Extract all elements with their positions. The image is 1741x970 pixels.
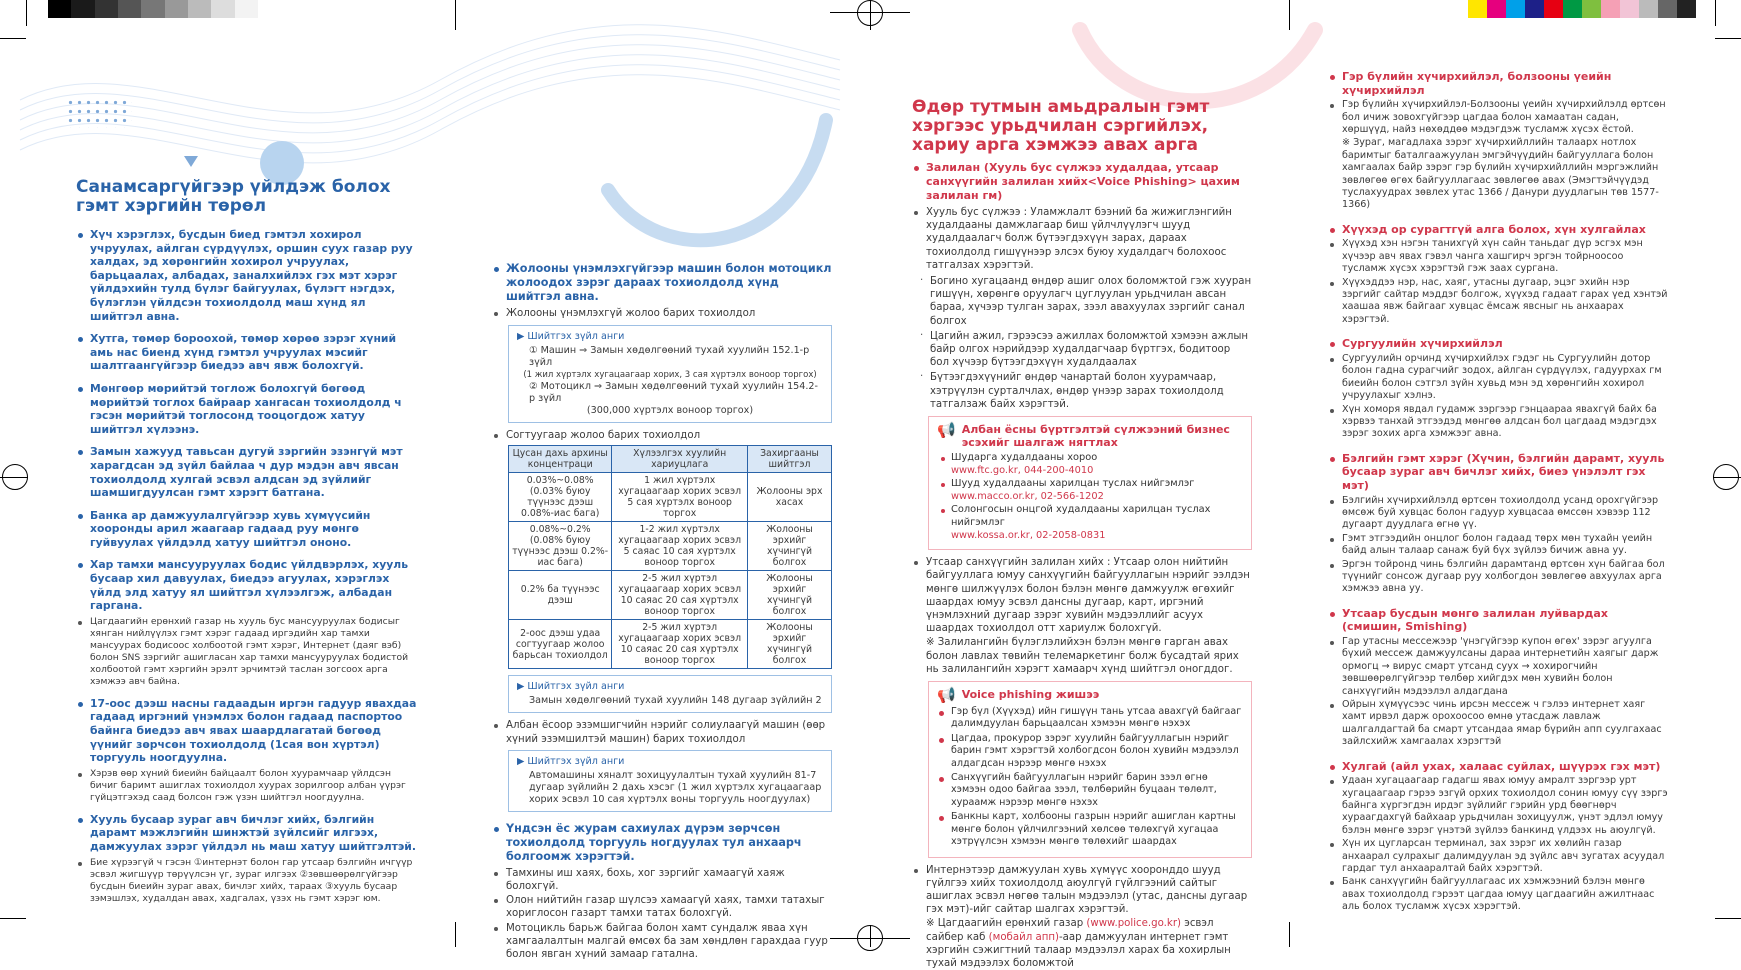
offense-detail: Бие хүрээгүй ч гэсэн ①интернэт болон гар утсаар бэлгийн ичгүүр эсвэл жигшүүр төрүүлсэн үг, зураг илгээх ②зөвшөөрөлгүйгээр бусдын биеийн зураг авах, бичлэг хийх, тараах ③хууль бусаар зэмэшлэх, худалдан авах, хадгалах, үзэх нь гэмт хэрэг юм.: [76, 857, 419, 905]
crop-mark: [1289, 922, 1290, 947]
example-item: Санхүүгийн байгууллагын нэрийг барин зээл өгнө хэмээн одоо байгаа зээл, төлбөрийн буцаан төлөлт, хураамж нэрээр мөнгө нэхэх: [937, 772, 1243, 809]
offense-detail: Хэрэв өөр хүний биеийн байцаалт болон хуурамчаар үйлдсэн бичиг баримт ашиглах тохиолдол хуурах зорилгоор албан үүрэг гүйцэтгэхэд саад болсон гэж үзэн шийтгэл ноогдуулна.: [76, 768, 419, 804]
box-line: ② Мотоцикл ⇒ Замын хөдөлгөөний тухай хуулийн 154.2-р зүйл: [529, 381, 818, 405]
agency-item: [937, 452, 1243, 477]
list-item: Хүүхэддээ нэр, нас, хаяг, утасны дугаар, эцэг эхийн нэр зэргийг сайтар мэддэг болгож, хүүхэд гадаат гарах үед хэнтэй хаашаа явж байгааг хувцас ёмсаж явсныг нь анхаарах хэрэгтэй.: [1328, 277, 1668, 327]
section-heading: Хүүхэд ор сурагтгүй алга болох, хүн хулгайлах: [1328, 223, 1668, 237]
list-item: · Цагийн ажил, гэрээсээ ажиллах боломжтой хэмээн ажлын байр олгох нэрийдээр худалдагчаар бүртгэх, бодитоор бол хүчээр бүтээгдэхүүн худалдаалах: [918, 330, 1252, 370]
decorative-arc: [598, 80, 838, 250]
offense-item: Хүч хэрэглэх, бусдын биед гэмтэл хохирол учруулах, айлган сүрдүүлэх, оршин суух газар руу халдах, эд хөрөнгийн хохирол учруулах, барьцаалах, албадах, заналхийлэх гэх мэт хэрэг үйлдэхийн тулд бүлэг байгуулах, бүлэгт нэгдэх, бүлэглэн үйлдсэн тохиолдолд маш хүнд ял шийтгэл авна.: [76, 228, 419, 323]
table-cell: 2-оос дээш удаа согтуугаар жолоо барьсан тохиолдол: [509, 620, 612, 669]
table-cell: Жолооны эрхийг хүчингүй болгох: [748, 620, 832, 669]
info-box: [928, 416, 1252, 550]
offense-item: Хар тамхи мансууруулах бодис үйлдвэрлэх, хууль бусаар хил давуулах, биедээ агуулах, хэрэглэх үйлд элд хатуу ял шийтгэл хүлээлгэж, албадан гаргана.: [76, 558, 419, 612]
offense-item: Замын хажууд тавьсан дугуй зэргийн эзэнгүй мэт харагдсан эд зүйл байлаа ч дур мэдэн авч явсан тохиолдолд хулгай эсвэл алдсан эд зүйлийг шамшигдуулсан гэмт хэрэгт батгана.: [76, 445, 419, 499]
offense-item: Хууль бусаар зураг авч бичлэг хийх, бэлгийн дарамт мэжлэгийн шинжтэй зүйлсийг илгээх, дамжуулах зэрэг үйлдэл нь маш хатуу шийтгэлтэй.: [76, 813, 419, 854]
box-title: ▶ Шийтгэх зүйл анги: [517, 681, 625, 693]
table-row: [509, 473, 832, 522]
list-item: Албан ёсоор эзэмшигчийн нэрийг солиулаагүй машин (өөр хүний эзэмшилтэй машин) барих тохиолдол: [492, 719, 832, 745]
box-line: Автомашины хяналт зохицуулалтын тухай хуулийн 81-7 дугаар зүйлийн 2 дахь хэсэг (1 жил хүртэлх хугацаагаар хорих эсвэл 10 сая хүртэлх воны торгууль ноогдуулах): [529, 769, 822, 805]
offense-list: [76, 228, 419, 905]
offense-item: 17-оос дээш насны гадаадын иргэн гадуур явахдаа гадаад иргэний үнэмлэх болон гадаад паспортоо байнга биедээ авч явах шаардлагатай бөгөөд үүнийг зөрчсөн тохиолдолд (1сая вон хүртэл) торгууль ноогдуулна.: [76, 697, 419, 765]
note: [912, 917, 1252, 970]
list-item: Утсаар санхүүгийн залилан хийх : Утсаар олон нийтийн байгууллага юмуу санхүүгийн байгууллагын нэрийг ээлдэн мөнгө шилжүүлэх болон бэлэн мөнгө дамжуулж өгөхийг шаардах юмуу эсвэл дансны дугаар, карт, иргэний үнэмлэхний дугаар зэрэг хувийн мэдээллийг асуух шаардах тохиолдол отт хариулж болохгүй.: [912, 556, 1252, 635]
agency-list: [937, 452, 1243, 542]
note: ※ Зураг, магадлаха зэрэг хүчирхийллийн талаарх нотлох баримтыг баталгаажуулан эмгэйчүүдийн байгууллага болон хамгаалах байр зэрэг гэр бүлийн хүчирхийллийн мэргэжлийн зөвлөгөө өгөх байгууллагаас зөвлөгөө авах (Эмэгтэйчүүдэд туслахуудрах зөвлех утас 1366 / Данури дуудлагын төв 1577-1366): [1342, 137, 1659, 211]
table-row: [509, 620, 832, 669]
box-title: Voice phishing жишээ: [961, 688, 1100, 702]
agency-contact[interactable]: www.kossa.or.kr, 02-2058-0831: [951, 529, 1106, 541]
table-header: Хүлээлгэх хуулийн хариуцлага: [612, 446, 748, 473]
agency-item: [937, 478, 1243, 503]
far-right-panel: [1328, 70, 1668, 915]
megaphone-icon: 📢: [937, 421, 956, 440]
box-line: Замын хөдөлгөөний тухай хуулийн 148 дугаар зүйлийн 2: [529, 695, 822, 707]
section-heading: Жолооны үнэмлэхгүйгээр машин болон мотоцикл жолоодох зэрэг дараах тохиолдолд хүнд шийтгэл авна.: [492, 262, 832, 304]
offense-item: Банка ар дамжуулалгүйгээр хувь хүмүүсийн хооронды арил жаагаар гадаад руу мөнгө гуйвуулах үйлдэлд хатуу шийтгэл ононо.: [76, 509, 419, 550]
table-cell: 0.03%~0.08% (0.03% буюу түүнээс дээш 0.08%-иас бага): [509, 473, 612, 522]
list-item: Бэлгийн хүчирхийлэлд өртсөн тохиолдолд усанд орохгүйгээр өмсөж буй хувцас болон гадуур хувцасаа өмссөн хэвээр 112 дугаарт дуудлага өгнө үү.: [1328, 495, 1668, 532]
grayscale-bar: [48, 0, 258, 18]
list-item: Хүүхэд хэн нэгэн танихгүй хүн сайн таньдаг дүр эсгэх мэн хүчээр авч явах гэвэл чанга хашгирч эргэн тойрноосоо тусламж хүсэх хэрэгтэй гэж заах сургана.: [1328, 238, 1668, 275]
list-item: Хүн хоморя явдал гудамж зэргээр гэнцаараа явахгүй байх ба хэрвээ танхай этгээдэд мөнгөө алдсан бол цагдаад мэдэгдэх зэрэг зохих арга хэмжээг авна.: [1328, 404, 1668, 441]
registration-mark: [857, 925, 883, 951]
list-item: Ойрын хүмүүсээс чинь ирсэн мессеж ч гэлээ интернет хаяг хамт ирвэл дарж орохоосоо өмнө утасдаж лавлаж шалгалдагтай ба смарт утсандаа ямар бүрийн апп суулгахаас зайлсхийж хамгаалах хэрэгтэй: [1328, 699, 1668, 749]
decorative-dots: [66, 98, 132, 128]
agency-item: [937, 504, 1243, 542]
bullet-icon: [941, 483, 945, 487]
list-item: Гэмт этгээдийн онцлог болон гадаад төрх мөн тухайн үеийн байд алын талаар санаж буй бүх зүйлээ бичиж авна уу.: [1328, 533, 1668, 558]
list-item: · Богино хугацаанд өндөр ашиг олох боломжтой гэж хууран гишүүн, хөрөнгө оруулагч цуглуулан урьдчилан авсан бараа, хүчээр тулган зарах, зээл авахуулах зэргийг санал болгох: [918, 275, 1252, 328]
page-title: Өдөр тутмын амьдралын гэмт хэргээс урьдчилан сэргийлэх, хариу арга хэмжээ авах арга: [912, 97, 1210, 155]
box-title: ▶ Шийтгэх зүйл анги: [517, 755, 625, 767]
agency-contact[interactable]: www.ftc.go.kr, 044-200-4010: [951, 464, 1094, 476]
section-heading: Үндсэн ёс журам сахиулах дүрэм зөрчсөн тохиолдолд торгууль ногдуулах тул анхаарч болгоомж хэрэгтэй.: [492, 822, 832, 864]
list-item: Гар утасны мессежээр 'үнэгүйгээр купон өгөх' зэрэг агуулга бүхий мессеж дамжуулсаны дараа интернетийн хаягыг дарж ормогц → вирус смарт утсанд суух → хохирогчийн зөвшөөрөлгүйгээр төлбөр хийгдэх мөн хувийн болон санхүүгийн мэдээлэл алдагдана: [1328, 636, 1668, 698]
right-panel: [912, 97, 1252, 969]
section-heading: Гэр бүлийн хүчирхийлэл, болзооны үеийн хүчирхийлэл: [1328, 70, 1668, 97]
table-cell: Жолооны эрхийг хүчингүй болгох: [748, 571, 832, 620]
list-item: Олон нийтийн газар шүлсээ хамаагүй хаях, тамхи татахыг хориглосон газарт тамхи татах болохгүй.: [492, 894, 832, 920]
box-line: (300,000 хүртэлх воноор торгох): [586, 405, 754, 417]
agency-name: Шууд худалдааны харилцан туслах нийгэмлэг: [951, 478, 1195, 490]
section-heading: Сургуулийн хүчирхийлэл: [1328, 337, 1668, 351]
list-item: Тамхины иш хаях, бохь, хог зэргийг хамаагүй хаяж болохгүй.: [492, 867, 832, 893]
example-item: Цагдаа, прокурор зэрэг хуулийн байгууллагын нэрийг барин гэмт хэрэгтэй холбогдсон болон хувийн мэдээлэл алдагдсан нэрээр мөнгө нэхэх: [937, 733, 1243, 770]
box-title: ▶ Шийтгэх зүйл анги: [517, 331, 625, 343]
table-cell: 0.2% ба түүнээс дээш: [509, 571, 612, 620]
list-item: Удаан хугацаагаар гадагш явах юмуу амралт зэргээр урт хугацаагаар гэрээ эзгүй орхих тохиолдол сонин юмуу сүү зэргэ байнга хүргэгдэн ирдэг зүйлийг гэрийн урд бөөгнөрч хураагдахгүй байхаар урьдчилан зохицуулж, үнэт эдлэл юмуу бэлэн мөнгө зэрэг үнэтэй зүйлээ банкинд үлдээх нь аюулгүй.: [1328, 775, 1668, 837]
note: ※ Залилангийн бүлэглэлийхэн бэлэн мөнгө гарган авах болон лавлах төвийн телемаркетинг болж бусадтай ярих нь залилангийн хэрэгт хамаарч хүнд шийтгэл оногддог.: [926, 637, 1239, 675]
registration-mark: [857, 0, 883, 26]
megaphone-icon: 📢: [937, 686, 956, 705]
list-item: Банк санхүүгийн байгууллагаас их хэмжээний бэлэн мөнгө авах тохиолдолд гэрээт цагдаа юмуу цагдаагийн ажилтнаас аль болох тусламж хүсэх хэрэгтэй.: [1328, 876, 1668, 913]
list-item: Гэр бүлийн хүчирхийлэл-Болзооны үеийн хүчирхийлэлд өртсөн бол ичиж зовохгүйгээр цагдаа болон хамаатан садан, хөршүүд, найз нөхөддөө мэдэгдэж тусламж хүсэх ёстой.: [1328, 99, 1668, 136]
note-text: -аар дамжуулан интернет гэмт хэргийн сэжигтний талаар мэдээлэл харах ба хохирлын тухай мэдээлэх боломжтой: [926, 931, 1231, 969]
offense-item: Хутга, төмөр бороохой, төмөр хөрөө зэрэг хүний амь нас биенд хүнд гэмтэл учруулах мэсийг шалтгаангүйгээр биедээ авч явж болохгүй.: [76, 332, 419, 373]
penalty-box: [508, 325, 832, 423]
list-item: Сургуулийн орчинд хүчирхийлэх гэдэг нь Сургуулийн дотор болон гадна сурагчийг зодох, айлган сүрдүүлэх, гадуурхах гм биеийн болон сэтгэл зүйн хувьд мэн эд хөрөнгийн хохирол учруулахыг хэлнэ.: [1328, 353, 1668, 403]
penalty-table-wrap: [508, 445, 832, 669]
section-heading: Бэлгийн гэмт хэрэг (Хүчин, бэлгийн дарамт, хууль бусаар зураг авч бичлэг хийх, биеэ үнэлэлт гэх мэт): [1328, 452, 1668, 493]
left-panel: [76, 178, 419, 908]
decorative-triangle: [184, 156, 198, 167]
list-item: Хууль бус сүлжээ : Уламжлалт бээний ба жижиглэнгийн худалдааны дамжлагаар биш үйлчлүүлэгч шууд худалдаалагч болж бүтээгдэхүүн зарах, дараах тохиолдолд гишүүнээр элсэх буюу худалдагч болохоос татгалзах хэрэгтэй.: [912, 206, 1252, 272]
list-item: Согтуугаар жолоо барих тохиолдол: [492, 429, 832, 442]
table-cell: 0.08%~0.2% (0.08% буюу түүнээс дээш 0.2%-иас бага): [509, 522, 612, 571]
app-link[interactable]: (мобайл апп): [988, 931, 1059, 943]
example-list: [937, 706, 1243, 848]
penalty-box: [508, 675, 832, 713]
agency-contact[interactable]: www.macco.or.kr, 02-566-1202: [951, 490, 1104, 502]
note-text: ※ Цагдаагийн ерөнхий газар: [926, 918, 1084, 930]
crop-mark: [1715, 0, 1716, 26]
list-item: Жолооны үнэмлэхгүй жолоо барих тохиолдол: [492, 307, 832, 320]
list-item: Мотоцикль барьж байгаа болон хамт сундалж яваа хүн хамгаалалтын малгай өмсөх ба зам хөндлөн гарахдаа гуур болон явган хүний замаар гатална.: [492, 922, 832, 962]
crop-mark: [0, 918, 26, 919]
example-item: Банкны карт, холбооны газрын нэрийг ашиглан картны мөнгө болон үйлчилгээний хөлсөө төлөхгүй хугацаа хэтрүүлсэн хэмээн мөнгө төлөхийг шаардах: [937, 811, 1243, 848]
list-item: Эргэн тойронд чинь бэлгийн дарамтанд өртсөн хүн байгаа бол түүнийг сонсож дугаар руу холбогдон зөвлөгөө авхуулах арга хэмжээ авна уу.: [1328, 559, 1668, 596]
box-line: (1 жил хүртэлх хугацаагаар хорих, 3 сая хүртэлх вонoор торгох): [523, 370, 817, 381]
list-item: Интернэтээр дамжуулан хувь хүмүүс хооронддо шууд гүйлгээ хийх тохиолдолд аюулгүй гүйлгээний сайтыг ашиглах эсвэл нөгөө талын мэдээлэл (утас, дансны дугаар гэх мэт)-ийг сайтар шалгах хэрэгтэй.: [912, 864, 1252, 917]
list-item: Хүн их цугларсан терминал, зах зэрэг их хөлийн газар анхаарал сулрахыг далимдуулан эд зүйлс авч зугатах асуудал гардаг тул анхааралтай байх хэрэгтэй.: [1328, 838, 1668, 875]
police-link[interactable]: (www.police.go.kr): [1086, 918, 1181, 930]
offense-detail: Цагдаагийн ерөнхий газар нь хууль бус мансууруулах бодисыг хянган нийлүүлэх гэмт хэрэг гадаад иргэдийн хар тамхи мансуурах бодисоос холбоотой гэмт хэрэг, Интернет (даяг вэб) болон SNS зэргийг ашигласан хар тамхи мансууруулах бодистой холбоотой гэмт хэргийн эрэлт эрчимтэй таслан зогсоох арга хэмжээ авч байна.: [76, 616, 419, 688]
table-cell: 2-5 жил хүртэл хугацаагаар хорих эсвэл 10 саяас 20 сая хүртэлх воноор торгох: [612, 620, 748, 669]
color-bar: [1468, 0, 1696, 18]
table-cell: Жолооны эрхийг хүчингүй болгох: [748, 522, 832, 571]
table-header: Захиргааны шийтгэл: [748, 446, 832, 473]
registration-mark: [2, 464, 28, 490]
middle-panel: [492, 262, 832, 961]
page-title: Санамсаргүйгээр үйлдэж болох гэмт хэргийн төрөл: [76, 177, 391, 216]
box-line: ① Машин ⇒ Замын хөдөлгөөний тухай хуулийн 152.1-р зүйл: [529, 345, 810, 369]
offense-item: Мөнгөөр мөрийтэй тоглож болохгүй бөгөөд мөрийтэй тоглох байраар хангасан тохиолдолд ч гэсэн мөрийтэй тоглосонд тооцогдож хатуу шийтгэл хүлээнэ.: [76, 382, 419, 436]
section-heading: Залилан (Хууль бус сүлжээ худалдаа, утсаар санхүүгийн залилан хийх<Voice Phishing> цахим залилан гм): [912, 161, 1252, 203]
table-cell: Жолооны эрх хасах: [748, 473, 832, 522]
crop-mark: [455, 922, 456, 947]
info-box: [928, 681, 1252, 857]
table-cell: 1-2 жил хүртэлх хугацаагаар хорих эсвэл 5 саяас 10 сая хүртэлх воноор торгох: [612, 522, 748, 571]
note-text: эсвэл сайбер каб: [926, 918, 1214, 943]
list-item: · Бүтээгдэхүүнийг өндөр чанартай болон хуурамчаар, хэтрүүлэн сурталчлах, өндөр үнээр зарах тохиолдолд татгалзаж байх хэрэгтэй.: [918, 371, 1252, 411]
crime-sections: [1328, 70, 1668, 914]
bullet-icon: [941, 457, 945, 461]
section-heading: Утсаар бусдын мөнгө залилан луйвардах (смишин, Smishing): [1328, 607, 1668, 634]
example-item: Гэр бүл (Хүүхэд) ийн гишүүн тань утсаа авахгүй байгааг далимдуулан барьцаалсан хэмээн мөнгө нэхэх: [937, 706, 1243, 731]
table-header: Цусан дахь архины концентраци: [509, 446, 612, 473]
table-row: [509, 522, 832, 571]
box-title: Албан ёсны бүртгэлтэй сүлжээний бизнес эсэхийг шалгаж нягтлах: [961, 423, 1230, 450]
registration-mark: [1713, 464, 1739, 490]
table-cell: 1 жил хүртэлх хугацаагаар хорих эсвэл 5 сая хүртэлх воноор торгох: [612, 473, 748, 522]
table-cell: 2-5 жил хүртэл хугацаагаар хорих эсвэл 10 саяас 20 сая хүртэлх воноор торгох: [612, 571, 748, 620]
agency-name: Солонгосын онцгой худалдааны харилцан туслах нийгэмлэг: [951, 504, 1211, 529]
fraud-sub-list: [912, 275, 1252, 411]
agency-name: Шударга худалдааны хороо: [951, 452, 1098, 464]
crop-mark: [1715, 918, 1741, 919]
rules-list: [492, 867, 832, 961]
table-row: [509, 571, 832, 620]
crop-mark: [1715, 38, 1741, 39]
bullet-icon: [941, 509, 945, 513]
penalty-box: [508, 750, 832, 812]
section-heading: Хулгай (айл ухах, халаас суйлах, шүүрэх гэх мэт): [1328, 760, 1668, 774]
penalty-table: [508, 445, 832, 669]
